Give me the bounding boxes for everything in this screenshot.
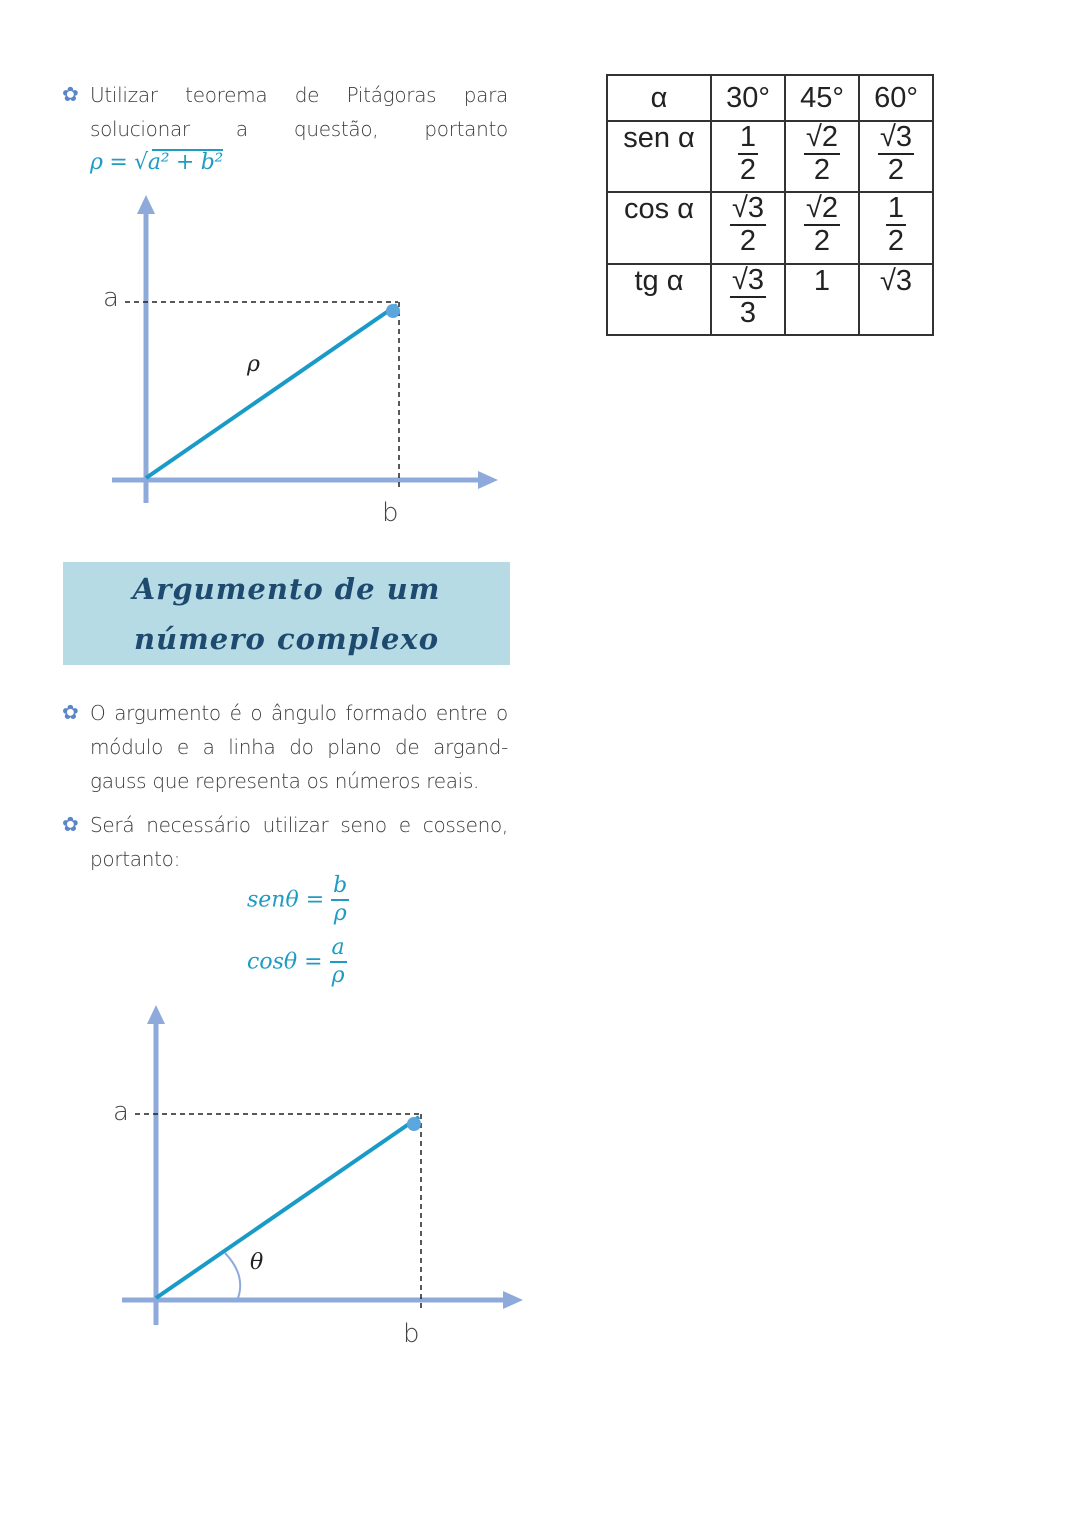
axis-arrow-icon (147, 1005, 165, 1024)
trig-values-table (606, 74, 934, 336)
gear-bullet-icon: ✿ (62, 82, 79, 106)
table-cell: $\frac{√3}{2}$ (711, 192, 785, 264)
argument-definition (62, 696, 508, 798)
table-cell: √3 (859, 264, 933, 335)
label-theta: θ (250, 1250, 264, 1275)
title-line: Argumento de um (132, 572, 441, 606)
text-line: Utilizar teorema de Pitágoras para (90, 83, 508, 107)
diagram-argument (122, 1005, 523, 1325)
table-cell: $\frac{√3}{3}$ (711, 264, 785, 335)
section-title-banner (63, 562, 510, 665)
cosine-formula: cosθ = $\frac{a}{\rho}$ (247, 935, 345, 988)
text-line: O argumento é o ângulo formado entre o (90, 701, 508, 725)
table-cell: $\frac{√3}{2}$ (859, 121, 933, 192)
title-line: número complexo (133, 622, 440, 656)
text-line: portanto: (90, 847, 181, 871)
header-cell: α (607, 75, 711, 121)
label-a: a (103, 283, 119, 313)
diagram-pythagoras (112, 195, 498, 503)
label-b: b (382, 498, 399, 528)
table-cell: 1 (785, 264, 859, 335)
modulus-vector (146, 305, 397, 478)
modulus-vector (156, 1117, 419, 1298)
row-label: tg α (607, 264, 711, 335)
table-row (607, 121, 933, 192)
text-line: Será necessário utilizar seno e cosseno, (90, 813, 508, 837)
gear-bullet-icon: ✿ (62, 812, 79, 836)
row-label: sen α (607, 121, 711, 192)
label-b: b (403, 1319, 420, 1349)
text-line: módulo e a linha do plano de argand- (90, 735, 508, 759)
header-cell: 45° (785, 75, 859, 121)
axis-arrow-icon (478, 471, 498, 489)
text-line: solucionar a questão, portanto (90, 117, 508, 141)
angle-arc (225, 1253, 240, 1298)
point-marker (386, 304, 400, 318)
sine-cosine-paragraph (62, 808, 508, 876)
text-line: gauss que representa os números reais. (90, 769, 480, 793)
header-cell: 60° (859, 75, 933, 121)
gear-bullet-icon: ✿ (62, 700, 79, 724)
table-header-row (607, 75, 933, 121)
header-cell: 30° (711, 75, 785, 121)
label-a: a (113, 1097, 129, 1127)
table-cell: $\frac{√2}{2}$ (785, 121, 859, 192)
table-cell: $\frac{1}{2}$ (859, 192, 933, 264)
axis-arrow-icon (503, 1291, 523, 1309)
label-rho: ρ (247, 352, 260, 377)
modulus-formula: ρ = √a² + b² (90, 150, 224, 175)
table-cell: $\frac{1}{2}$ (711, 121, 785, 192)
table-cell: $\frac{√2}{2}$ (785, 192, 859, 264)
row-label: cos α (607, 192, 711, 264)
point-marker (407, 1117, 421, 1131)
axis-arrow-icon (137, 195, 155, 214)
table-row (607, 192, 933, 264)
table-row (607, 264, 933, 335)
sine-formula: senθ = $\frac{b}{\rho}$ (247, 873, 348, 926)
